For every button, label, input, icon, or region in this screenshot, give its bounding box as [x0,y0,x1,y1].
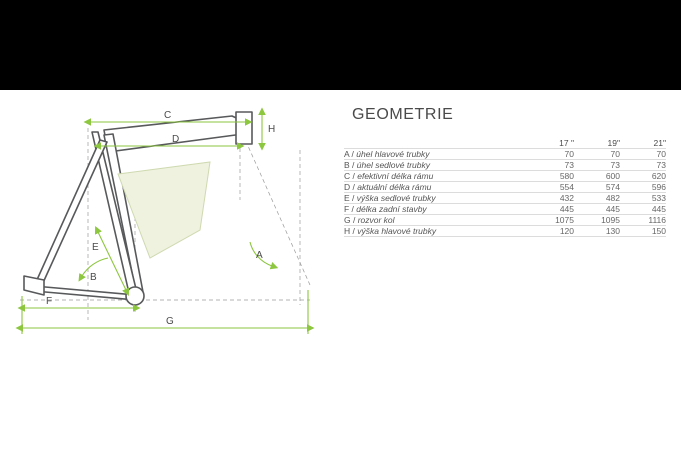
table-row [344,171,666,182]
row-value-21: 70 [656,149,666,159]
row-value-19: 482 [605,193,620,203]
row-value-19: 73 [610,160,620,170]
row-label [344,226,528,237]
row-value-17: 70 [564,149,574,159]
label-D: D [172,134,180,145]
row-label [344,149,528,160]
label-C: C [164,110,172,121]
row-label [344,215,528,226]
row-value-17: 73 [564,160,574,170]
label-F: F [46,296,53,307]
table-row [344,182,666,193]
row-value-19: 1095 [601,215,620,225]
label-G: G [166,316,174,327]
row-letter: A / [344,149,357,159]
geometry-table [344,138,666,237]
row-letter: H / [344,226,358,236]
row-label [344,182,528,193]
row-desc: rozvor kol [357,215,395,225]
table-row [344,204,666,215]
table-row [344,160,666,171]
row-letter: D / [344,182,358,192]
row-value-19: 130 [605,226,620,236]
row-value-21: 596 [651,182,666,192]
row-value-19: 574 [605,182,620,192]
row-value-19: 445 [605,204,620,214]
row-value-17: 432 [559,193,574,203]
row-value-21: 73 [656,160,666,170]
row-letter: F / [344,204,357,214]
label-A: A [256,250,263,261]
geometry-title: GEOMETRIE [352,106,454,123]
row-label [344,171,528,182]
geometry-section [340,100,670,237]
row-desc: efektivní délka rámu [357,171,434,181]
row-desc: úhel hlavové trubky [356,149,430,159]
header-size-17: 17 " [559,138,574,148]
table-row [344,193,666,204]
row-value-17: 580 [559,171,574,181]
label-B: B [90,272,97,283]
row-desc: délka zadní stavby [356,204,427,214]
label-E: E [92,242,99,253]
row-value-19: 600 [605,171,620,181]
table-row [344,226,666,237]
table-row [344,215,666,226]
row-desc: aktuální délka rámu [357,182,432,192]
row-desc: výška hlavové trubky [357,226,437,236]
row-letter: B / [344,160,357,170]
row-value-19: 70 [610,149,620,159]
row-label [344,160,528,171]
row-value-21: 620 [651,171,666,181]
row-letter: E / [344,193,357,203]
header-size-19: 19" [607,138,620,148]
row-value-17: 120 [559,226,574,236]
row-value-21: 150 [651,226,666,236]
row-desc: výška sedlové trubky [356,193,436,203]
table-header-row [344,138,666,149]
row-value-17: 554 [559,182,574,192]
row-value-17: 1075 [555,215,574,225]
row-label [344,193,528,204]
row-label [344,204,528,215]
header-size-21: 21" [653,138,666,148]
row-value-21: 533 [651,193,666,203]
row-value-21: 445 [651,204,666,214]
row-value-17: 445 [559,204,574,214]
frame-geometry-diagram [0,90,330,450]
header-spacer [344,138,528,149]
row-letter: G / [344,215,358,225]
row-letter: C / [344,171,358,181]
row-desc: úhel sedlové trubky [356,160,431,170]
table-row [344,149,666,160]
label-H: H [268,124,276,135]
row-value-21: 1116 [648,215,666,225]
